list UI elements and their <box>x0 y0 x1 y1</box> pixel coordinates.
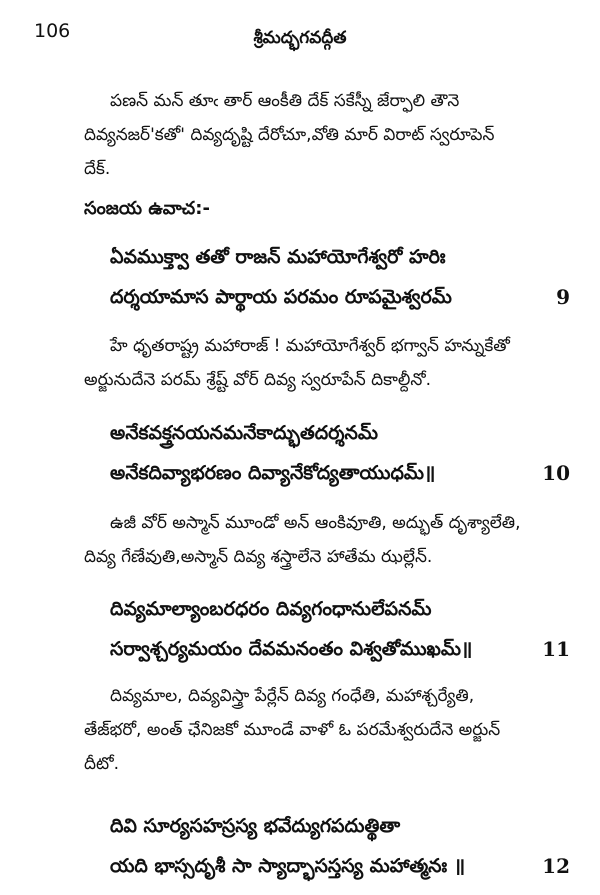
verse-11 <box>110 589 570 669</box>
verse-10 <box>110 413 570 493</box>
page-number: 106 <box>34 20 71 42</box>
paragraph-line: పణన్ మన్ తూఁ తార్ ఆంకీతి దేక్ సకేస్నీ జేర్ఫాలి తౌనె <box>110 91 460 111</box>
paragraph-4 <box>84 679 570 781</box>
verse-number: 11 <box>542 637 570 661</box>
speaker-heading: సంజయ ఉవాచ:- <box>84 198 210 219</box>
verse-line: ఏవముక్త్వా తతో రాజన్ మహాయోగేశ్వరో హరిః <box>110 246 446 268</box>
paragraph-line: దేక్. <box>84 159 111 179</box>
running-title: శ్రీమద్భగవద్గీత <box>253 28 347 48</box>
verse-number: 12 <box>542 854 570 878</box>
verse-text: సర్వాశ్చర్యమయం దేవమనంతం విశ్వతోముఖమ్॥ <box>110 638 473 660</box>
paragraph-line: దివ్యమాల, దివ్యవిస్త్రా పేర్లేన్ దివ్య గంధేతి, మహాశ్చర్యేతి, <box>110 686 475 706</box>
verse-text: దర్శయామాస పార్థాయ పరమం రూపమైశ్వరమ్ <box>110 286 452 308</box>
verse-number: 9 <box>556 285 570 309</box>
paragraph-3 <box>84 506 570 574</box>
verse-line: దివి సూర్యసహస్రస్య భవేద్యుగపదుత్థితా <box>110 815 401 837</box>
paragraph-line: దివ్య గేణేవుతి,అస్మాన్ దివ్య శస్త్రాలేనె హాతేమ ఝల్లేన్. <box>84 547 433 567</box>
paragraph-line: హే ధృతరాష్ట్ర మహారాజ్ ! మహాయోగేశ్వర్ భగ్వాన్ హన్నుకేతో <box>110 336 510 356</box>
paragraph-2 <box>84 329 570 397</box>
verse-text: అనేకదివ్యాభరణం దివ్యానేకోద్యతాయుధమ్॥ <box>110 462 436 484</box>
paragraph-line: అర్జునుదేనె పరమ్ శ్రేష్ట్ వోర్ దివ్య స్వరూపేన్ దికాల్దీనో. <box>84 370 432 390</box>
verse-line: అనేకవక్త్రనయనమనేకాద్భుతదర్శనమ్ <box>110 422 378 444</box>
paragraph-line: ఉజీ వోర్ అస్మాన్ మూండో అన్ ఆంకివూతి, అద్భుత్ దృశ్యాలేతి, <box>110 513 521 533</box>
verse-number: 10 <box>542 461 570 485</box>
verse-line <box>110 846 570 886</box>
paragraph-1 <box>84 84 570 186</box>
verse-line: దివ్యమాల్యాంబరధరం దివ్యగంధానులేపనమ్ <box>110 598 432 620</box>
paragraph-line: దీటో. <box>84 754 120 774</box>
verse-line <box>110 277 570 317</box>
verse-9 <box>110 237 570 317</box>
paragraph-line: దివ్యనజర్'కతో' దివ్యదృష్టి దేరోచూ,వోతి మార్ విరాట్ స్వరూపెన్ <box>84 125 495 145</box>
verse-line <box>110 629 570 669</box>
paragraph-line: తేజ్‌భరో, అంత్ ఛేనిజకో మూండే వాళో ఓ పరమేశ్వరుదేనె అర్జున్ <box>84 720 501 740</box>
verse-line <box>110 453 570 493</box>
verse-text: యది భాస్సదృశీ సా స్యాద్భాసస్తస్య మహాత్మనః ॥ <box>110 855 466 877</box>
verse-12 <box>110 806 570 886</box>
